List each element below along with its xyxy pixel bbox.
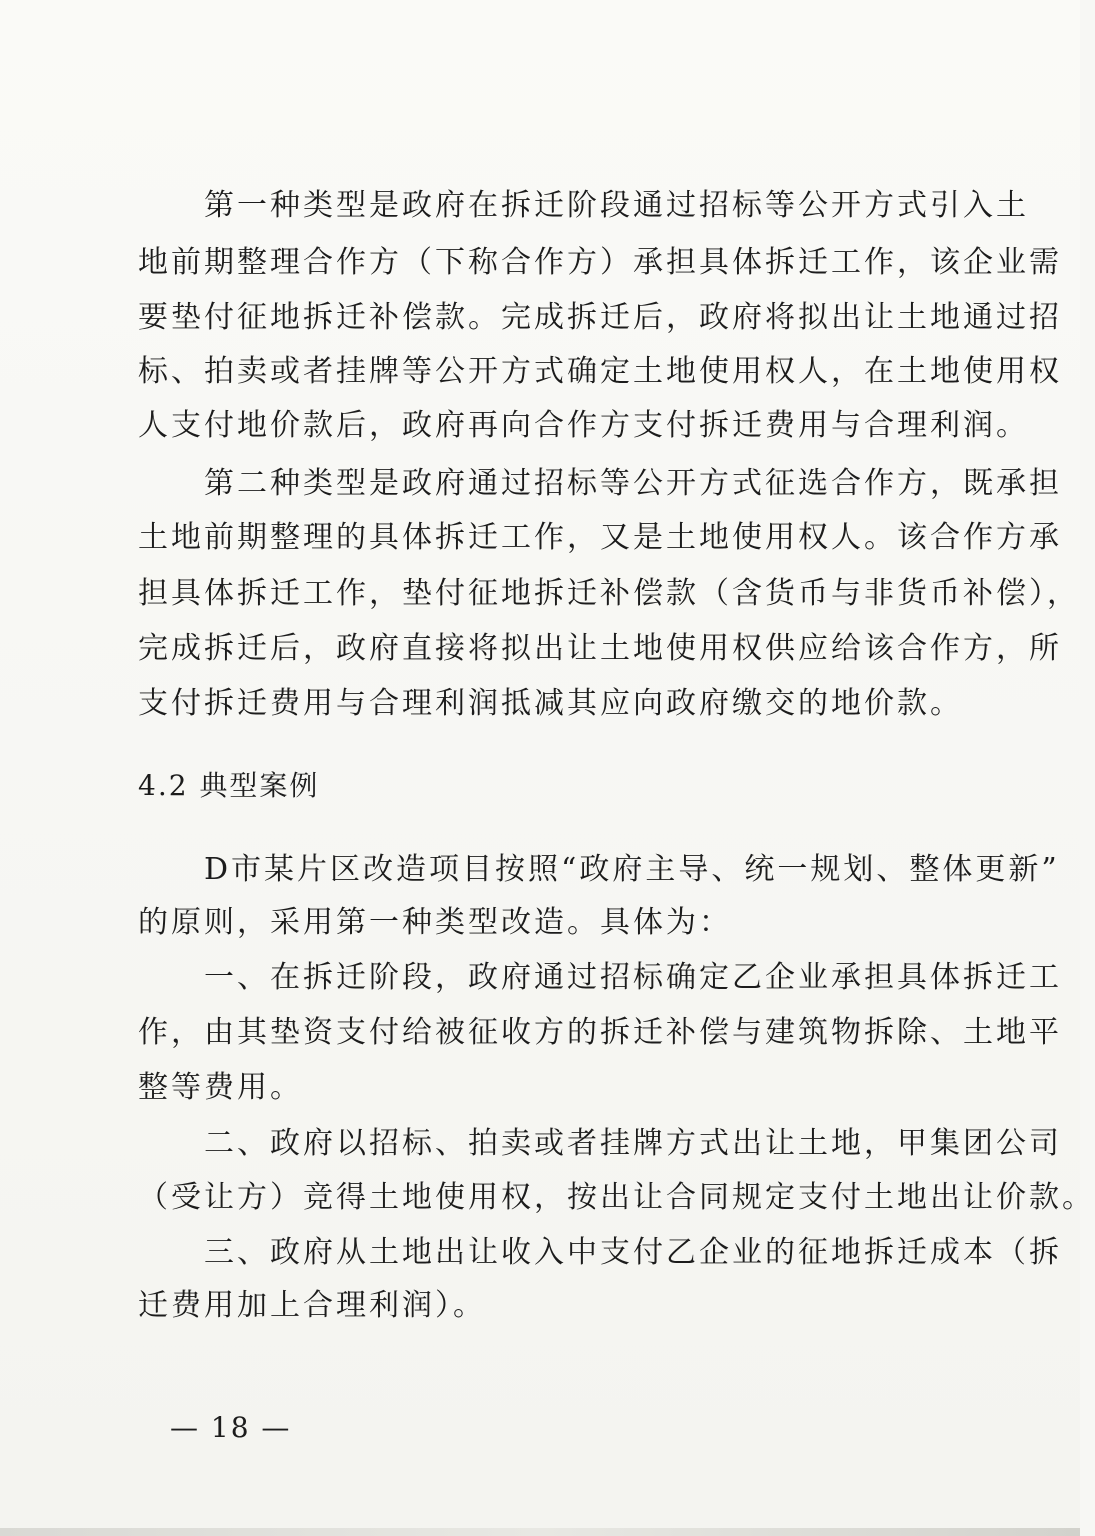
case-paragraph-2-line-3: 整等费用。 <box>138 1070 303 1105</box>
paragraph-2-line-5: 支付拆迁费用与合理利润抵减其应向政府缴交的地价款。 <box>138 686 963 721</box>
scan-edge-divider <box>0 1528 1080 1536</box>
paragraph-2-line-2: 土地前期整理的具体拆迁工作，又是土地使用权人。该合作方承 <box>138 520 1062 555</box>
case-paragraph-2-line-2: 作，由其垫资支付给被征收方的拆迁补偿与建筑物拆除、土地平 <box>138 1015 1062 1050</box>
section-heading: 4.2 典型案例 <box>138 769 320 802</box>
case-paragraph-4-line-2: 迁费用加上合理利润）。 <box>138 1288 486 1323</box>
paragraph-1-line-1: 第一种类型是政府在拆迁阶段通过招标等公开方式引入土 <box>138 188 1029 223</box>
paragraph-2-line-3: 担具体拆迁工作，垫付征地拆迁补偿款（含货币与非货币补偿）， <box>138 576 1080 611</box>
paragraph-1-line-3: 要垫付征地拆迁补偿款。完成拆迁后，政府将拟出让土地通过招 <box>138 300 1062 335</box>
paragraph-2-line-4: 完成拆迁后，政府直接将拟出让土地使用权供应给该合作方，所 <box>138 631 1062 666</box>
case-paragraph-2-line-1: 一、在拆迁阶段，政府通过招标确定乙企业承担具体拆迁工 <box>138 960 1062 995</box>
case-paragraph-1-line-2: 的原则，采用第一种类型改造。具体为： <box>138 905 732 940</box>
paragraph-1-line-2: 地前期整理合作方（下称合作方）承担具体拆迁工作，该企业需 <box>138 245 1062 280</box>
case-paragraph-3-line-1: 二、政府以招标、拍卖或者挂牌方式出让土地，甲集团公司 <box>138 1126 1062 1161</box>
paragraph-1-line-5: 人支付地价款后，政府再向合作方支付拆迁费用与合理利润。 <box>138 408 1029 443</box>
paragraph-1-line-4: 标、拍卖或者挂牌等公开方式确定土地使用权人，在土地使用权 <box>138 354 1062 389</box>
case-paragraph-1-line-1: D市某片区改造项目按照“政府主导、统一规划、整体更新” <box>138 852 1060 887</box>
case-paragraph-4-line-1: 三、政府从土地出让收入中支付乙企业的征地拆迁成本（拆 <box>138 1235 1062 1270</box>
paragraph-2-line-1: 第二种类型是政府通过招标等公开方式征选合作方，既承担 <box>138 466 1062 501</box>
case-paragraph-3-line-2: （受让方）竞得土地使用权，按出让合同规定支付土地出让价款。 <box>138 1180 1095 1215</box>
page-number: — 18 — <box>170 1411 292 1444</box>
